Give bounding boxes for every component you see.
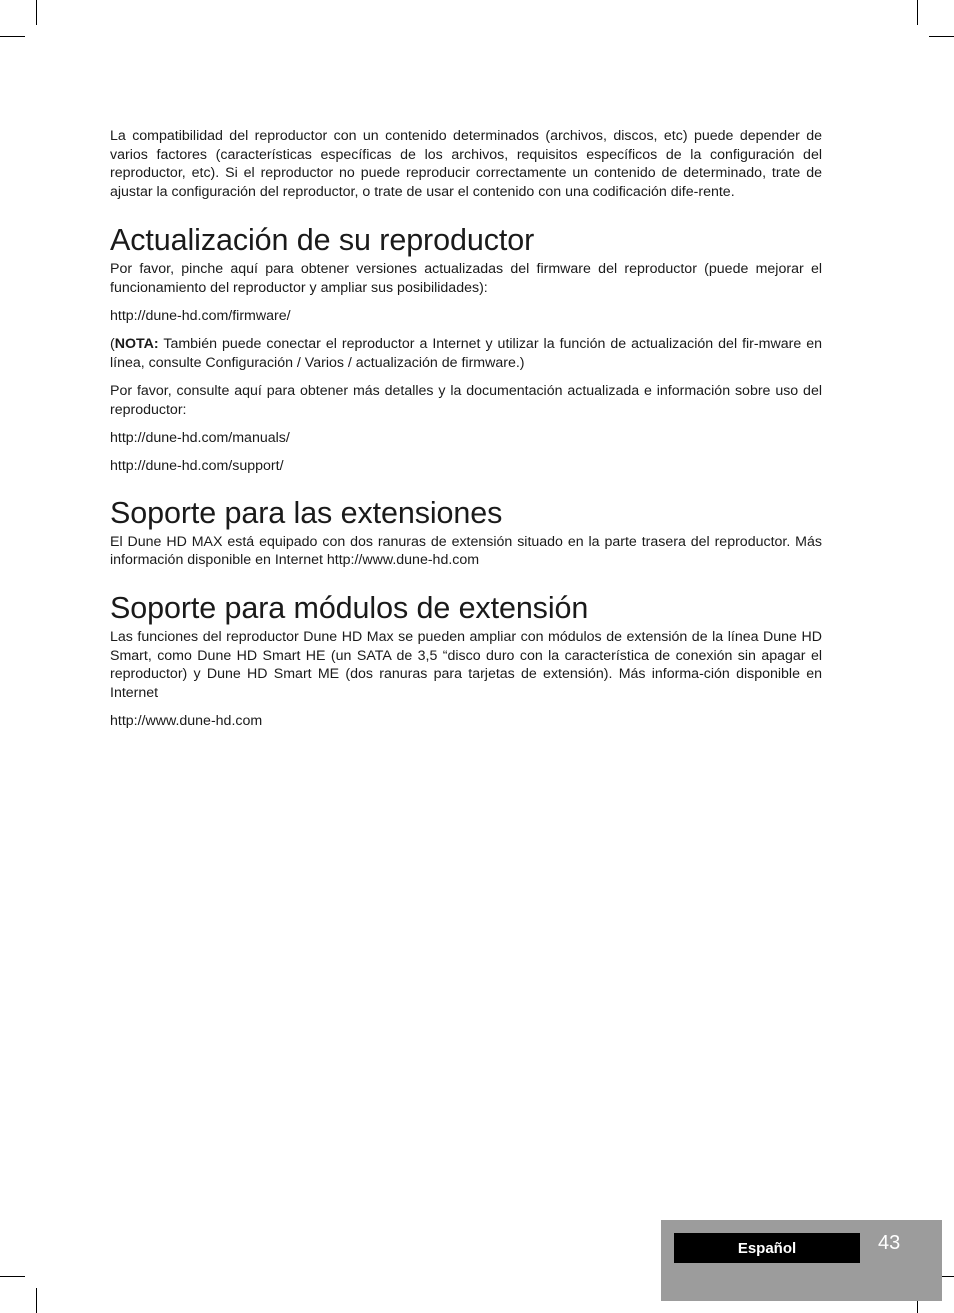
support-link[interactable]: http://dune-hd.com/support/ (110, 457, 284, 474)
intro-paragraph: La compatibilidad del reproductor con un contenido determinados (archivos, discos, etc) puede depender de varios factores (características específicas de los archivos, requisitos específicos de la configuración del reproductor, etc). Si el reproductor no puede reproducir correctamente un contenido de determinado, trate de ajustar la configuración del reproductor, o trate de usar el contenido con una codificación dife-rente. (110, 128, 822, 201)
firmware-link[interactable]: http://dune-hd.com/firmware/ (110, 307, 291, 324)
update-paragraph-1: Por favor, pinche aquí para obtener versiones actualizadas del firmware del reproductor (puede mejorar el funcionamiento del reproductor y ampliar sus posibilidades): (110, 260, 822, 296)
extensions-paragraph: El Dune HD MAX está equipado con dos ranuras de extensión situado en la parte trasera del reproductor. Más información disponible en Internet http://www.dune-hd.com (110, 533, 822, 569)
page-content (110, 127, 822, 731)
page-number: 43 (878, 1232, 901, 1254)
crop-mark-top-left-vertical (36, 0, 37, 25)
heading-update: Actualización de su reproductor (110, 222, 535, 257)
modules-paragraph: Las funciones del reproductor Dune HD Max se pueden ampliar con módulos de extensión de la línea Dune HD Smart, como Dune HD Smart HE (un SATA de 3,5 “disco duro con la característica de conexión sin apagar el reproductor) y Dune HD Smart ME (dos ranuras para tarjetas de extensión). Más informa-ción disponible en Internet (110, 629, 822, 702)
crop-mark-top-right-vertical (917, 0, 918, 25)
note-label: NOTA: (114, 335, 159, 352)
manuals-link[interactable]: http://dune-hd.com/manuals/ (110, 429, 290, 446)
note-text: También puede conectar el reproductor a Internet y utilizar la función de actualización del fir-mware en línea, consulte Configuración / Varios / actualización de firmware.) (110, 335, 822, 371)
note-open-paren: ( (110, 335, 115, 352)
crop-mark-top-left-horizontal (0, 36, 25, 37)
language-label: Español (674, 1233, 860, 1263)
update-paragraph-2: Por favor, consulte aquí para obtener más detalles y la documentación actualizada e información sobre uso del reproductor: (110, 382, 822, 418)
crop-mark-bottom-left-vertical (36, 1288, 37, 1313)
page-footer-tab (661, 1220, 942, 1301)
note-paragraph (110, 335, 822, 372)
heading-modules: Soporte para módulos de extensión (110, 591, 589, 626)
crop-mark-top-right-horizontal (929, 36, 954, 37)
dune-hd-link[interactable]: http://www.dune-hd.com (110, 713, 263, 730)
crop-mark-bottom-left-horizontal (0, 1276, 25, 1277)
heading-extensions: Soporte para las extensiones (110, 495, 503, 530)
